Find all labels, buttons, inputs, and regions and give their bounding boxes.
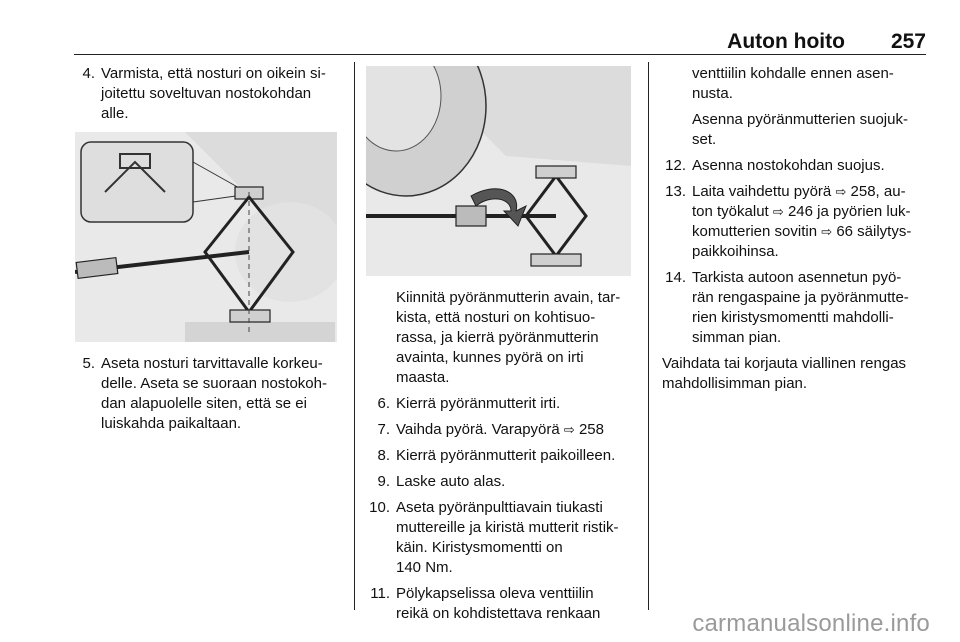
final-note: Vaihdata tai korjauta viallinen rengas mahdollisimman pian. [662,355,907,392]
watermark: carmanualsonline.info [692,610,930,637]
step-10: 10. Aseta pyöränpulttiavain tiukasti muttereille ja kiristä mutterit ristik- käin. Kiristysmomentti on 140 Nm. [369,499,619,576]
page-number: 257 [890,30,926,53]
column-1 [75,64,343,440]
page-reference-arrow-icon: ⇨ [821,224,833,239]
page-reference-arrow-icon: ⇨ [772,204,784,219]
figure-caption: Kiinnitä pyöränmutterin avain, tar- kista, että nosturi on kohtisuo- rassa, ja kierrä pyöränmutterin avainta, kunnes pyörä on irti maasta. [396,289,621,386]
step-6: 6. Kierrä pyöränmutterit irti. [377,395,561,412]
step-12: 12. Asenna nostokohdan suojus. [665,157,885,174]
jack-placement-illustration [75,132,337,342]
section-title: Auton hoito [727,30,845,53]
column-2 [366,64,636,630]
step-9: 9. Laske auto alas. [377,473,506,490]
step-11: 11. Pölykapselissa oleva venttiilin reikä on kohdistettava renkaan [370,585,601,622]
column-divider-left [354,62,355,610]
step-13: 13. Laita vaihdettu pyörä ⇨ 258, au- ton työkalut ⇨ 246 ja pyörien luk- komutterien sovitin ⇨ 66 säilytys- paikkoihinsa. [665,183,912,260]
step-4: 4. Varmista, että nosturi on oikein si- joitettu soveltuvan nostokohdan alle. [82,65,326,122]
wheel-wrench-illustration [366,66,631,276]
page-reference-arrow-icon: ⇨ [563,422,575,437]
step-7: 7. Vaihda pyörä. Varapyörä ⇨ 258 [377,421,604,438]
column-3 [662,64,928,400]
step-11-continued: venttiilin kohdalle ennen asen- nusta. [692,65,894,102]
hub-cap-note: Asenna pyöränmutterien suojuk- set. [692,111,908,148]
step-5: 5. Aseta nosturi tarvittavalle korkeu- delle. Aseta se suoraan nostokoh- dan alapuolelle siten, että se ei luiskahda paikaltaan. [82,355,327,432]
page-header [74,22,926,55]
jack-under-lift-point-image [75,132,337,342]
step-14: 14. Tarkista autoon asennetun pyö- rän rengaspaine ja pyöränmutte- rien kiristysmomentti mahdolli- simman pian. [665,269,909,346]
jack-and-wrench-image [366,66,631,276]
column-divider-right [648,62,649,610]
step-8: 8. Kierrä pyöränmutterit paikoilleen. [377,447,616,464]
page-reference-arrow-icon: ⇨ [835,184,847,199]
